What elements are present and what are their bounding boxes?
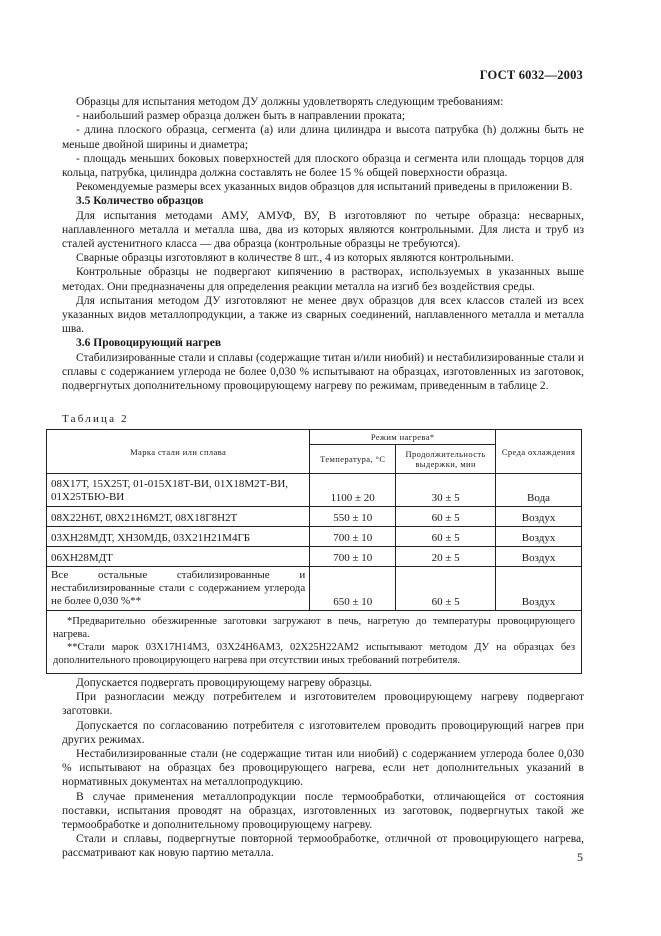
header-medium: Среда охлаждения bbox=[496, 430, 582, 474]
cell-medium: Вода bbox=[496, 474, 582, 507]
bottom-text-block bbox=[62, 676, 584, 861]
document-header: ГОСТ 6032—2003 bbox=[479, 68, 583, 82]
header-grade: Марка стали или сплава bbox=[47, 430, 310, 474]
cell-temp: 650 ± 10 bbox=[310, 567, 396, 611]
paragraph: Стабилизированные стали и сплавы (содержащие титан и/или ниобий) и нестабилизированные стали и сплавы с содержанием углерода не более 0,030 % испытывают на образцах, изготовленных из заготовок, подвергнутых дополнительному провоцирующему нагреву по режимам, приведенным в таблице 2. bbox=[62, 351, 584, 393]
paragraph: Контрольные образцы не подвергают кипячению в растворах, используемых в указанных выше методах. Они предназначены для определения реакции металла на изгиб без воздействия среды. bbox=[62, 266, 584, 293]
top-text-block bbox=[62, 95, 584, 393]
cell-grade: 06ХН28МДТ bbox=[47, 547, 310, 567]
header-temp: Температура, °С bbox=[310, 445, 396, 474]
cell-temp: 550 ± 10 bbox=[310, 507, 396, 527]
cell-duration: 60 ± 5 bbox=[396, 527, 496, 547]
cell-grade: 08Х22Н6Т, 08Х21Н6М2Т, 08Х18Г8Н2Т bbox=[47, 507, 310, 527]
paragraph: Для испытания методами АМУ, АМУФ, ВУ, В изготовляют по четыре образца: несварных, наплавленного металла и металла шва, два из которых являются контрольными. Для листа и труб из сталей аустенитного класса — два образца (контрольные образцы не требуются). bbox=[62, 209, 584, 251]
cell-temp: 700 ± 10 bbox=[310, 527, 396, 547]
header-mode: Режим нагрева* bbox=[310, 430, 496, 445]
table-row bbox=[47, 527, 582, 547]
paragraph: Сварные образцы изготовляют в количестве 8 шт., 4 из которых являются контрольными. bbox=[76, 252, 514, 265]
heating-modes-table bbox=[46, 429, 582, 674]
paragraph: Стали и сплавы, подвергнутые повторной термообработке, отличной от провоцирующего нагрева, рассматривают как новую партию металла. bbox=[62, 833, 584, 860]
cell-duration: 60 ± 5 bbox=[396, 507, 496, 527]
page-number: 5 bbox=[577, 850, 583, 864]
table-row bbox=[47, 474, 582, 507]
paragraph: Допускается подвергать провоцирующему нагреву образцы. bbox=[76, 677, 373, 689]
cell-duration: 30 ± 5 bbox=[396, 474, 496, 507]
cell-grade: 03ХН28МДТ, ХН30МДБ, 03Х21Н21М4ГБ bbox=[47, 527, 310, 547]
table-note: *Предварительно обезжиренные заготовки загружают в печь, нагретую до температуры провоцирующего нагрева. bbox=[53, 616, 575, 640]
section-title-3-6: 3.6 Провоцирующий нагрев bbox=[76, 337, 222, 350]
header-duration: Продолжительность выдержки, мин bbox=[396, 445, 496, 474]
paragraph: - наибольший размер образца должен быть в направлении проката; bbox=[76, 110, 406, 123]
table-caption: Таблица 2 bbox=[62, 413, 129, 425]
cell-temp: 700 ± 10 bbox=[310, 547, 396, 567]
table-header-row bbox=[47, 430, 582, 445]
cell-medium: Воздух bbox=[496, 547, 582, 567]
cell-medium: Воздух bbox=[496, 527, 582, 547]
table-notes bbox=[47, 611, 582, 674]
cell-temp: 1100 ± 20 bbox=[310, 474, 396, 507]
cell-grade: 08Х17Т, 15Х25Т, 01-015Х18Т-ВИ, 01Х18М2Т-ВИ, 01Х25ТБЮ-ВИ bbox=[47, 474, 310, 507]
paragraph: Допускается по согласованию потребителя с изготовителем проводить провоцирующий нагрев при других режимах. bbox=[62, 719, 584, 746]
table-row bbox=[47, 507, 582, 527]
paragraph: Образцы для испытания методом ДУ должны удовлетворять следующим требованиям: bbox=[76, 96, 504, 108]
paragraph: - площадь меньших боковых поверхностей для плоского образца и сегмента или площадь торцов для кольца, патрубка, цилиндра должна составлять не более 15 % общей поверхности образца. bbox=[62, 152, 584, 180]
paragraph: Рекомендуемые размеры всех указанных видов образцов для испытаний приведены в приложении В. bbox=[76, 181, 573, 194]
cell-duration: 20 ± 5 bbox=[396, 547, 496, 567]
cell-duration: 60 ± 5 bbox=[396, 567, 496, 611]
paragraph: В случае применения металлопродукции после термообработки, отличающейся от состояния поставки, испытания проводят на образцах, изготовленных из заготовок, подвергнутых такой же термообработке и дополнительному провоцирующему нагреву. bbox=[62, 790, 584, 832]
paragraph: - длина плоского образца, сегмента (a) или длина цилиндра и высота патрубка (h) должны быть не меньше двойной ширины и диаметра; bbox=[62, 124, 584, 151]
table-row bbox=[47, 547, 582, 567]
cell-medium: Воздух bbox=[496, 507, 582, 527]
paragraph: Нестабилизированные стали (не содержащие титан или ниобий) с содержанием углерода более 0,030 % испытывают на образцах без провоцирующего нагрева, если нет дополнительных указаний в нормативных документах на металлопродукцию. bbox=[62, 748, 584, 789]
paragraph: При разногласии между потребителем и изготовителем провоцирующему нагреву подвергают заготовки. bbox=[62, 691, 584, 718]
table-row bbox=[47, 567, 582, 611]
cell-grade: Все остальные стабилизированные и нестабилизированные стали с содержанием углерода не более 0,030 %** bbox=[47, 567, 310, 611]
paragraph: Для испытания методом ДУ изготовляют не менее двух образцов для всех классов сталей из всех указанных видов металлопродукции, а также из сварных соединений, наплавленного металла и металла шва. bbox=[62, 294, 584, 336]
table-notes-row bbox=[47, 611, 582, 674]
cell-medium: Воздух bbox=[496, 567, 582, 611]
table-note: **Стали марок 03Х17Н14М3, 03Х24Н6АМ3, 02Х25Н22АМ2 испытывают методом ДУ на образцах без дополнительного провоцирующего нагрева при отсутствии иных требований потребителя. bbox=[53, 642, 575, 666]
section-title-3-5: 3.5 Количество образцов bbox=[76, 195, 204, 208]
